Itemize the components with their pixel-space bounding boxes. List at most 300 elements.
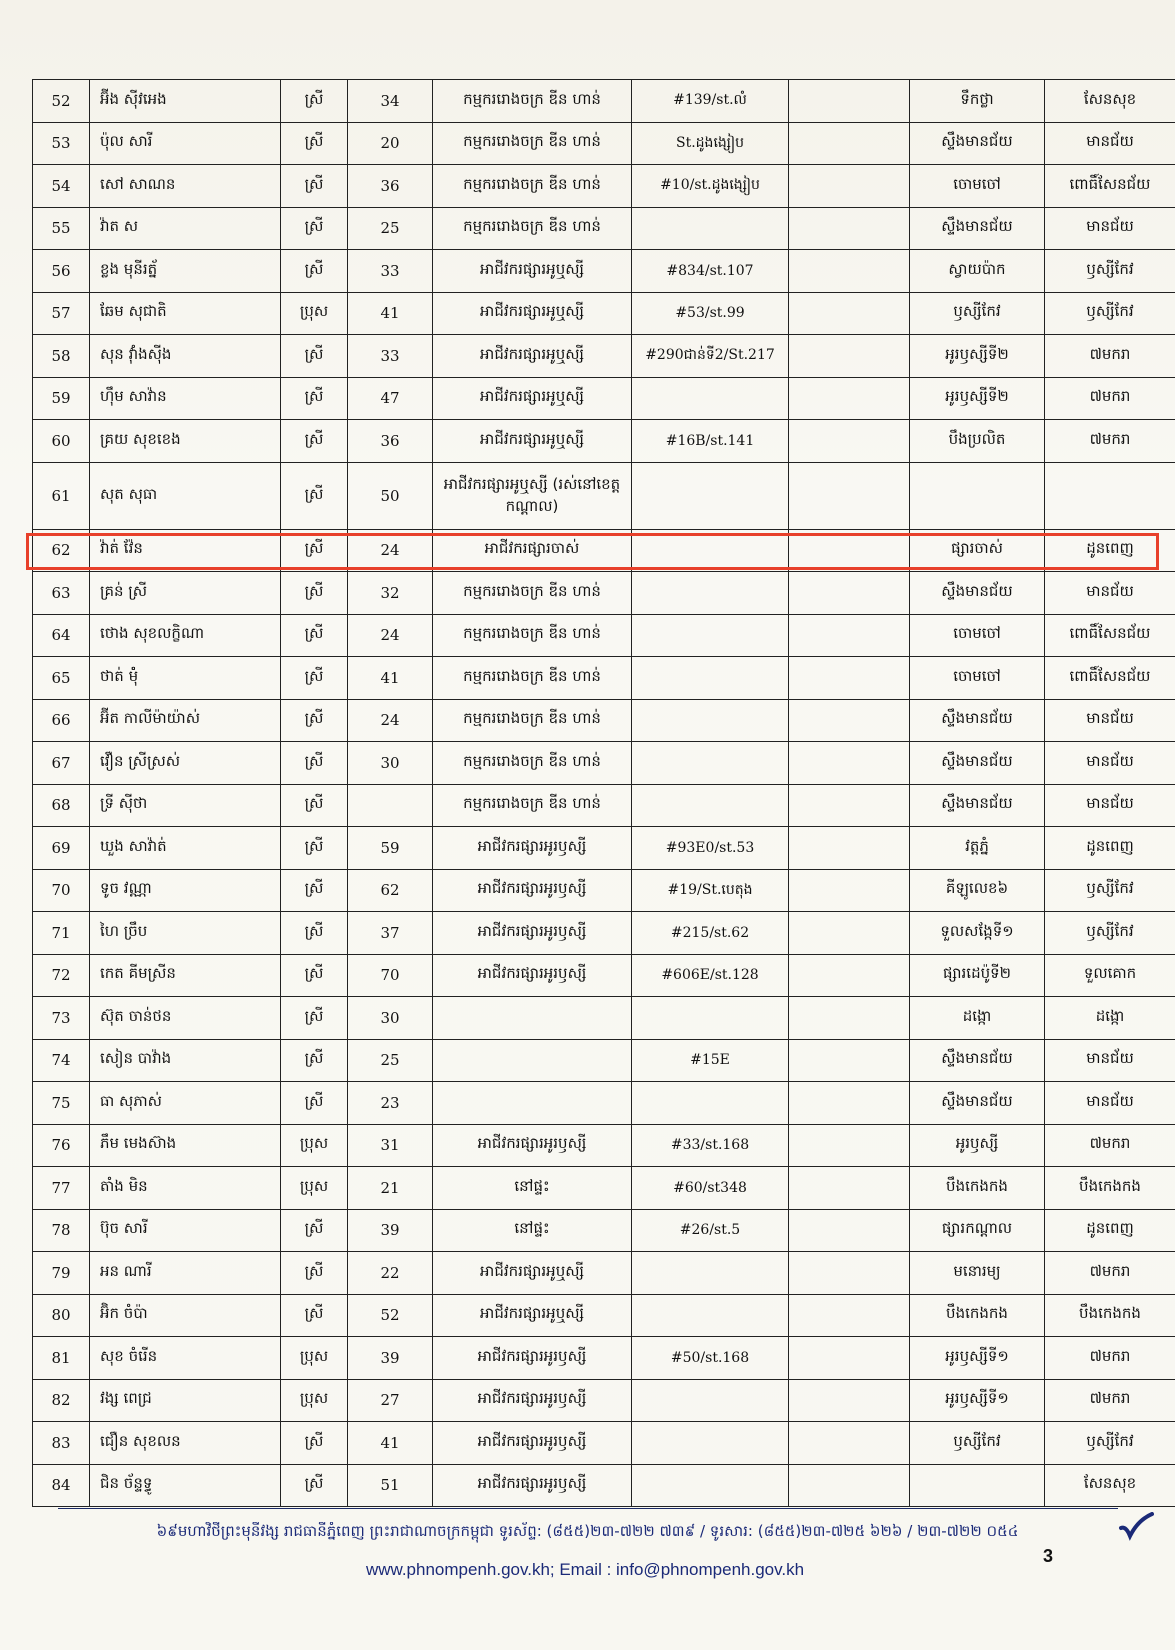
commune-cell: ផ្សារដេប៉ូទី២ — [910, 954, 1045, 997]
page-number: 3 — [1043, 1546, 1054, 1566]
address-cell — [632, 1422, 789, 1465]
row-number: 60 — [33, 420, 90, 463]
blank-cell — [789, 912, 910, 955]
occupation-cell — [433, 1039, 632, 1082]
occupation-cell: អាជីវករផ្សារអូរឫស្សី — [433, 1464, 632, 1507]
table-row — [33, 529, 1175, 572]
person-name: អ៊ីង ស៊ីវអេង — [90, 80, 281, 123]
blank-cell — [789, 997, 910, 1040]
age-cell: 34 — [348, 80, 433, 123]
district-cell: ៧មករា — [1045, 377, 1175, 420]
occupation-cell: អាជីវករផ្សារអូឬស្សី — [433, 250, 632, 293]
commune-cell: ស្ទឹងមានជ័យ — [910, 742, 1045, 785]
sex-cell: ស្រី — [281, 529, 348, 572]
occupation-cell: អាជីវករផ្សារអូឬស្សី — [433, 377, 632, 420]
person-name: ឃួង សាវ៉ាត់ — [90, 827, 281, 870]
district-cell: មានជ័យ — [1045, 699, 1175, 742]
person-name: គ្រន់ ស្រី — [90, 572, 281, 615]
row-number: 83 — [33, 1422, 90, 1465]
occupation-cell: អាជីវករផ្សារអូឬស្សី — [433, 420, 632, 463]
district-cell: ៧មករា — [1045, 335, 1175, 378]
person-name: វង្ស ពេជ្រ — [90, 1379, 281, 1422]
address-cell: #215/st.62 — [632, 912, 789, 955]
person-name: ជិន ច័ន្ទទ្ធូ — [90, 1464, 281, 1507]
sex-cell: ស្រី — [281, 954, 348, 997]
blank-cell — [789, 420, 910, 463]
age-cell: 51 — [348, 1464, 433, 1507]
row-number: 66 — [33, 699, 90, 742]
commune-cell: ឫស្សីកែវ — [910, 1422, 1045, 1465]
address-cell — [632, 377, 789, 420]
commune-cell — [910, 462, 1045, 529]
sex-cell: ស្រី — [281, 1209, 348, 1252]
blank-cell — [789, 292, 910, 335]
blank-cell — [789, 165, 910, 208]
footer-website-email: www.phnompenh.gov.kh; Email : info@phnompenh.gov.kh — [365, 1560, 805, 1579]
table-row — [33, 699, 1175, 742]
sex-cell: ប្រុស — [281, 1337, 348, 1380]
age-cell: 23 — [348, 1082, 433, 1125]
sex-cell: ស្រី — [281, 1464, 348, 1507]
row-number: 55 — [33, 207, 90, 250]
occupation-cell: កម្មកររោងចក្រ ឌីន ហាន់ — [433, 80, 632, 123]
address-cell — [632, 462, 789, 529]
sex-cell: ស្រី — [281, 1039, 348, 1082]
occupation-cell: អាជីវករផ្សារអូឬស្សី — [433, 292, 632, 335]
sex-cell: ស្រី — [281, 1422, 348, 1465]
table-row — [33, 1167, 1175, 1210]
address-cell: #834/st.107 — [632, 250, 789, 293]
age-cell: 52 — [348, 1294, 433, 1337]
address-cell: #50/st.168 — [632, 1337, 789, 1380]
sex-cell: ស្រី — [281, 657, 348, 700]
age-cell: 25 — [348, 1039, 433, 1082]
address-cell: #10/st.ដូងង្សៀប — [632, 165, 789, 208]
person-name: វ៉ាត ស — [90, 207, 281, 250]
person-name: ខ្លង មុនីរត្ន័ — [90, 250, 281, 293]
sex-cell: ប្រុស — [281, 1124, 348, 1167]
blank-cell — [789, 335, 910, 378]
age-cell: 39 — [348, 1337, 433, 1380]
person-name: អន ណារី — [90, 1252, 281, 1295]
person-name: ហៃ ច្រឹប — [90, 912, 281, 955]
commune-cell: ផ្សារចាស់ — [910, 529, 1045, 572]
sex-cell: ស្រី — [281, 207, 348, 250]
address-cell: #26/st.5 — [632, 1209, 789, 1252]
sex-cell: ស្រី — [281, 1252, 348, 1295]
table-row — [33, 377, 1175, 420]
blank-cell — [789, 657, 910, 700]
district-cell — [1045, 462, 1175, 529]
age-cell: 30 — [348, 742, 433, 785]
district-cell: ពោធិ៍សែនជ័យ — [1045, 165, 1175, 208]
table-row — [33, 420, 1175, 463]
occupation-cell: កម្មកររោងចក្រ ឌីន ហាន់ — [433, 122, 632, 165]
commune-cell: ស្ទឹងមានជ័យ — [910, 572, 1045, 615]
commune-cell — [910, 1464, 1045, 1507]
row-number: 76 — [33, 1124, 90, 1167]
blank-cell — [789, 377, 910, 420]
age-cell: 41 — [348, 1422, 433, 1465]
occupation-cell: កម្មកររោងចក្រ ឌីន ហាន់ — [433, 742, 632, 785]
occupation-cell: អាជីវករផ្សារអូឬស្សី — [433, 1294, 632, 1337]
row-number: 77 — [33, 1167, 90, 1210]
address-cell: #33/st.168 — [632, 1124, 789, 1167]
blank-cell — [789, 1464, 910, 1507]
age-cell: 36 — [348, 420, 433, 463]
table-row — [33, 1294, 1175, 1337]
district-cell: ដូនពេញ — [1045, 529, 1175, 572]
district-cell: សែនសុខ — [1045, 80, 1175, 123]
sex-cell: ប្រុស — [281, 292, 348, 335]
occupation-cell: កម្មកររោងចក្រ ឌីន ហាន់ — [433, 657, 632, 700]
address-cell — [632, 572, 789, 615]
age-cell: 41 — [348, 657, 433, 700]
commune-cell: ដង្កោ — [910, 997, 1045, 1040]
row-number: 68 — [33, 784, 90, 827]
district-cell: ដូនពេញ — [1045, 1209, 1175, 1252]
occupation-cell: កម្មកររោងចក្រ ឌីន ហាន់ — [433, 614, 632, 657]
row-number: 82 — [33, 1379, 90, 1422]
address-cell: #53/st.99 — [632, 292, 789, 335]
district-cell: មានជ័យ — [1045, 742, 1175, 785]
person-name: អ៊ីត កាលីម៉ាយ៉ាស់ — [90, 699, 281, 742]
occupation-cell — [433, 1082, 632, 1125]
occupation-cell: អាជីវករផ្សារអូរឫស្សី — [433, 1124, 632, 1167]
table-row — [33, 572, 1175, 615]
commune-cell: អូរឫស្សី — [910, 1124, 1045, 1167]
sex-cell: ស្រី — [281, 912, 348, 955]
table-row — [33, 784, 1175, 827]
blank-cell — [789, 954, 910, 997]
person-name: គ្រយ សុខខេង — [90, 420, 281, 463]
commune-cell: ទួលសង្កែទី១ — [910, 912, 1045, 955]
blank-cell — [789, 784, 910, 827]
sex-cell: ស្រី — [281, 1294, 348, 1337]
district-cell: ដង្កោ — [1045, 997, 1175, 1040]
district-cell: ៧មករា — [1045, 1124, 1175, 1167]
row-number: 52 — [33, 80, 90, 123]
address-cell: #19/St.បេតុង — [632, 869, 789, 912]
district-cell: ៧មករា — [1045, 420, 1175, 463]
table-row — [33, 250, 1175, 293]
blank-cell — [789, 1039, 910, 1082]
row-number: 65 — [33, 657, 90, 700]
row-number: 80 — [33, 1294, 90, 1337]
blank-cell — [789, 699, 910, 742]
age-cell: 25 — [348, 207, 433, 250]
sex-cell: ស្រី — [281, 122, 348, 165]
age-cell: 21 — [348, 1167, 433, 1210]
address-cell — [632, 1294, 789, 1337]
sex-cell: ស្រី — [281, 572, 348, 615]
person-name: ជឿន សុខលន — [90, 1422, 281, 1465]
district-cell: ពោធិ៍សែនជ័យ — [1045, 657, 1175, 700]
age-cell: 27 — [348, 1379, 433, 1422]
district-cell: មានជ័យ — [1045, 572, 1175, 615]
occupation-cell: អាជីវករផ្សារអូរឫស្សី — [433, 912, 632, 955]
commune-cell: ឫស្សីកែវ — [910, 292, 1045, 335]
district-cell: មានជ័យ — [1045, 784, 1175, 827]
district-cell: មានជ័យ — [1045, 1039, 1175, 1082]
commune-cell: ស្ទឹងមានជ័យ — [910, 207, 1045, 250]
commune-cell: ចោមចៅ — [910, 614, 1045, 657]
person-name: ធា សុភាស់ — [90, 1082, 281, 1125]
table-row — [33, 335, 1175, 378]
age-cell: 33 — [348, 335, 433, 378]
sex-cell: ស្រី — [281, 80, 348, 123]
table-row — [33, 827, 1175, 870]
address-cell: #16B/st.141 — [632, 420, 789, 463]
commune-cell: ស្ទឹងមានជ័យ — [910, 1039, 1045, 1082]
blank-cell — [789, 1167, 910, 1210]
occupation-cell: អាជីវករផ្សារអូរឫស្សី — [433, 869, 632, 912]
person-name: ភឹម មេងស៊ាង — [90, 1124, 281, 1167]
commune-cell: មនោរម្យ — [910, 1252, 1045, 1295]
row-number: 78 — [33, 1209, 90, 1252]
district-cell: ទួលគោក — [1045, 954, 1175, 997]
occupation-cell: អាជីវករផ្សារអូឬស្សី — [433, 335, 632, 378]
person-name: វឿន ស្រីស្រស់ — [90, 742, 281, 785]
person-name: ហ៊ឹម សាវ៉ាន — [90, 377, 281, 420]
person-name: វ៉ាត់ វ៉ែន — [90, 529, 281, 572]
blank-cell — [789, 1379, 910, 1422]
occupation-cell: អាជីវករផ្សារអូរឫស្សី — [433, 954, 632, 997]
occupation-cell: កម្មកររោងចក្រ ឌីន ហាន់ — [433, 784, 632, 827]
row-number: 69 — [33, 827, 90, 870]
person-name: ទូច វណ្ណា — [90, 869, 281, 912]
age-cell: 24 — [348, 699, 433, 742]
row-number: 71 — [33, 912, 90, 955]
person-name: តាំង មិន — [90, 1167, 281, 1210]
address-cell — [632, 1252, 789, 1295]
blank-cell — [789, 1294, 910, 1337]
table-row — [33, 1039, 1175, 1082]
table-row — [33, 1464, 1175, 1507]
occupation-cell: អាជីវករផ្សារអូឬស្សី (រស់នៅខេត្តកណ្តាល) — [433, 462, 632, 529]
sex-cell: ស្រី — [281, 614, 348, 657]
age-cell: 36 — [348, 165, 433, 208]
table-row — [33, 1252, 1175, 1295]
table-row — [33, 462, 1175, 529]
row-number: 64 — [33, 614, 90, 657]
commune-cell: ផ្សារកណ្ដាល — [910, 1209, 1045, 1252]
commune-cell: ស្វាយប៉ាក — [910, 250, 1045, 293]
district-cell: មានជ័យ — [1045, 207, 1175, 250]
age-cell: 31 — [348, 1124, 433, 1167]
table-row — [33, 80, 1175, 123]
table-row — [33, 1337, 1175, 1380]
blank-cell — [789, 572, 910, 615]
occupation-cell: កម្មកររោងចក្រ ឌីន ហាន់ — [433, 207, 632, 250]
row-number: 70 — [33, 869, 90, 912]
district-cell: បឹងកេងកង — [1045, 1167, 1175, 1210]
commune-cell: អូរឫស្សីទី១ — [910, 1379, 1045, 1422]
person-name: ថោង សុខលក្ខិណា — [90, 614, 281, 657]
age-cell: 59 — [348, 827, 433, 870]
blank-cell — [789, 207, 910, 250]
address-cell — [632, 1464, 789, 1507]
blank-cell — [789, 869, 910, 912]
address-cell: St.ដូងង្សៀប — [632, 122, 789, 165]
sex-cell: ស្រី — [281, 462, 348, 529]
person-name: ស៊ុត ចាន់ថន — [90, 997, 281, 1040]
sex-cell: ស្រី — [281, 420, 348, 463]
occupation-cell: អាជីវករផ្សារអូឬស្សី — [433, 1252, 632, 1295]
address-cell — [632, 997, 789, 1040]
sex-cell: ស្រី — [281, 742, 348, 785]
age-cell: 39 — [348, 1209, 433, 1252]
commune-cell: អូរឫស្សីទី២ — [910, 335, 1045, 378]
district-cell: ឫស្សីកែវ — [1045, 292, 1175, 335]
commune-cell: ស្ទឹងមានជ័យ — [910, 122, 1045, 165]
address-cell — [632, 529, 789, 572]
person-name: ប៉ុល សារី — [90, 122, 281, 165]
sex-cell: ស្រី — [281, 377, 348, 420]
blank-cell — [789, 122, 910, 165]
district-cell: ឫស្សីកែវ — [1045, 1422, 1175, 1465]
age-cell: 50 — [348, 462, 433, 529]
address-cell — [632, 207, 789, 250]
commune-cell: បឹងប្រលិត — [910, 420, 1045, 463]
address-cell: #139/st.លំ — [632, 80, 789, 123]
age-cell: 24 — [348, 614, 433, 657]
blank-cell — [789, 1082, 910, 1125]
table-row — [33, 614, 1175, 657]
address-cell: #93E0/st.53 — [632, 827, 789, 870]
sex-cell: ស្រី — [281, 699, 348, 742]
row-number: 74 — [33, 1039, 90, 1082]
occupation-cell: អាជីវករផ្សារអូរឫស្សី — [433, 827, 632, 870]
row-number: 72 — [33, 954, 90, 997]
commune-cell: វត្តភ្នំ — [910, 827, 1045, 870]
occupation-cell — [433, 997, 632, 1040]
table-row — [33, 954, 1175, 997]
commune-cell: គីឡូលេខ៦ — [910, 869, 1045, 912]
commune-cell: បឹងកេងកង — [910, 1294, 1045, 1337]
person-name: ថាត់ ម៉ុំ — [90, 657, 281, 700]
occupation-cell: អាជីវករផ្សារអូរឫស្សី — [433, 1379, 632, 1422]
table-row — [33, 1082, 1175, 1125]
age-cell: 22 — [348, 1252, 433, 1295]
blank-cell — [789, 1209, 910, 1252]
row-number: 54 — [33, 165, 90, 208]
age-cell: 62 — [348, 869, 433, 912]
district-cell: មានជ័យ — [1045, 1082, 1175, 1125]
occupation-cell: អាជីវករផ្សារអូរឫស្សី — [433, 1422, 632, 1465]
occupation-cell: កម្មកររោងចក្រ ឌីន ហាន់ — [433, 165, 632, 208]
roster-table — [32, 79, 1175, 1507]
row-number: 56 — [33, 250, 90, 293]
person-name: សុខ ចំរើន — [90, 1337, 281, 1380]
occupation-cell: អាជីវករផ្សារអូរឫស្សី — [433, 1337, 632, 1380]
person-name: ប៊ុច សារី — [90, 1209, 281, 1252]
district-cell: ដូនពេញ — [1045, 827, 1175, 870]
roster-body — [33, 80, 1175, 1507]
table-row — [33, 165, 1175, 208]
row-number: 53 — [33, 122, 90, 165]
sex-cell: ស្រី — [281, 165, 348, 208]
table-row — [33, 742, 1175, 785]
district-cell: ៧មករា — [1045, 1337, 1175, 1380]
occupation-cell: នៅផ្ទះ — [433, 1167, 632, 1210]
address-cell — [632, 784, 789, 827]
age-cell: 70 — [348, 954, 433, 997]
person-name: អ៊ិក ចំប៉ា — [90, 1294, 281, 1337]
table-row — [33, 1209, 1175, 1252]
district-cell: ពោធិ៍សែនជ័យ — [1045, 614, 1175, 657]
row-number: 57 — [33, 292, 90, 335]
district-cell: ឫស្សីកែវ — [1045, 250, 1175, 293]
row-number: 79 — [33, 1252, 90, 1295]
row-number: 67 — [33, 742, 90, 785]
blank-cell — [789, 827, 910, 870]
person-name: ទ្រី ស៊ីថា — [90, 784, 281, 827]
row-number: 63 — [33, 572, 90, 615]
row-number: 62 — [33, 529, 90, 572]
age-cell — [348, 784, 433, 827]
footer-address: ៦៩មហាវិថីព្រះមុនីវង្ស រាជធានីភ្នំពេញ ព្រះរាជាណាចក្រកម្ពុជា ទូរស័ព្ទ: (៨៥៥)២៣-៧២២ ៧៣៩ / ទូរសារ: (៨៥៥)២៣-៧២៥ ៦២៦ / ២៣-៧២២ ០៥៤ — [156, 1522, 1019, 1540]
commune-cell: អូរឫស្សីទី២ — [910, 377, 1045, 420]
table-row — [33, 997, 1175, 1040]
row-number: 73 — [33, 997, 90, 1040]
table-row — [33, 912, 1175, 955]
sex-cell: ស្រី — [281, 997, 348, 1040]
table-row — [33, 657, 1175, 700]
table-row — [33, 1379, 1175, 1422]
person-name: សុន វ៉ាំងស៊ីង — [90, 335, 281, 378]
table-row — [33, 292, 1175, 335]
row-number: 58 — [33, 335, 90, 378]
sex-cell: ស្រី — [281, 827, 348, 870]
row-number: 59 — [33, 377, 90, 420]
commune-cell: ស្ទឹងមានជ័យ — [910, 784, 1045, 827]
district-cell: ឫស្សីកែវ — [1045, 869, 1175, 912]
commune-cell: បឹងកេងកង — [910, 1167, 1045, 1210]
district-cell: ៧មករា — [1045, 1252, 1175, 1295]
table-row — [33, 869, 1175, 912]
sex-cell: ប្រុស — [281, 1167, 348, 1210]
commune-cell: ចោមចៅ — [910, 657, 1045, 700]
age-cell: 33 — [348, 250, 433, 293]
address-cell: #606E/st.128 — [632, 954, 789, 997]
address-cell — [632, 657, 789, 700]
address-cell: #60/st348 — [632, 1167, 789, 1210]
age-cell: 47 — [348, 377, 433, 420]
sex-cell: ស្រី — [281, 869, 348, 912]
person-name: សុត សុធា — [90, 462, 281, 529]
blank-cell — [789, 462, 910, 529]
district-cell: ឫស្សីកែវ — [1045, 912, 1175, 955]
row-number: 61 — [33, 462, 90, 529]
commune-cell: ចោមចៅ — [910, 165, 1045, 208]
sex-cell: ស្រី — [281, 250, 348, 293]
sex-cell: ប្រុស — [281, 1379, 348, 1422]
district-cell: ៧មករា — [1045, 1379, 1175, 1422]
district-cell: សែនសុខ — [1045, 1464, 1175, 1507]
blank-cell — [789, 614, 910, 657]
table-row — [33, 207, 1175, 250]
occupation-cell: កម្មកររោងចក្រ ឌីន ហាន់ — [433, 699, 632, 742]
table-row — [33, 1124, 1175, 1167]
age-cell: 24 — [348, 529, 433, 572]
commune-cell: អូរឫស្សីទី១ — [910, 1337, 1045, 1380]
district-cell: មានជ័យ — [1045, 122, 1175, 165]
person-name: កេត គីមស្រីន — [90, 954, 281, 997]
person-name: សៅ សាណន — [90, 165, 281, 208]
person-name: ឆែម សុជាតិ — [90, 292, 281, 335]
address-cell — [632, 614, 789, 657]
